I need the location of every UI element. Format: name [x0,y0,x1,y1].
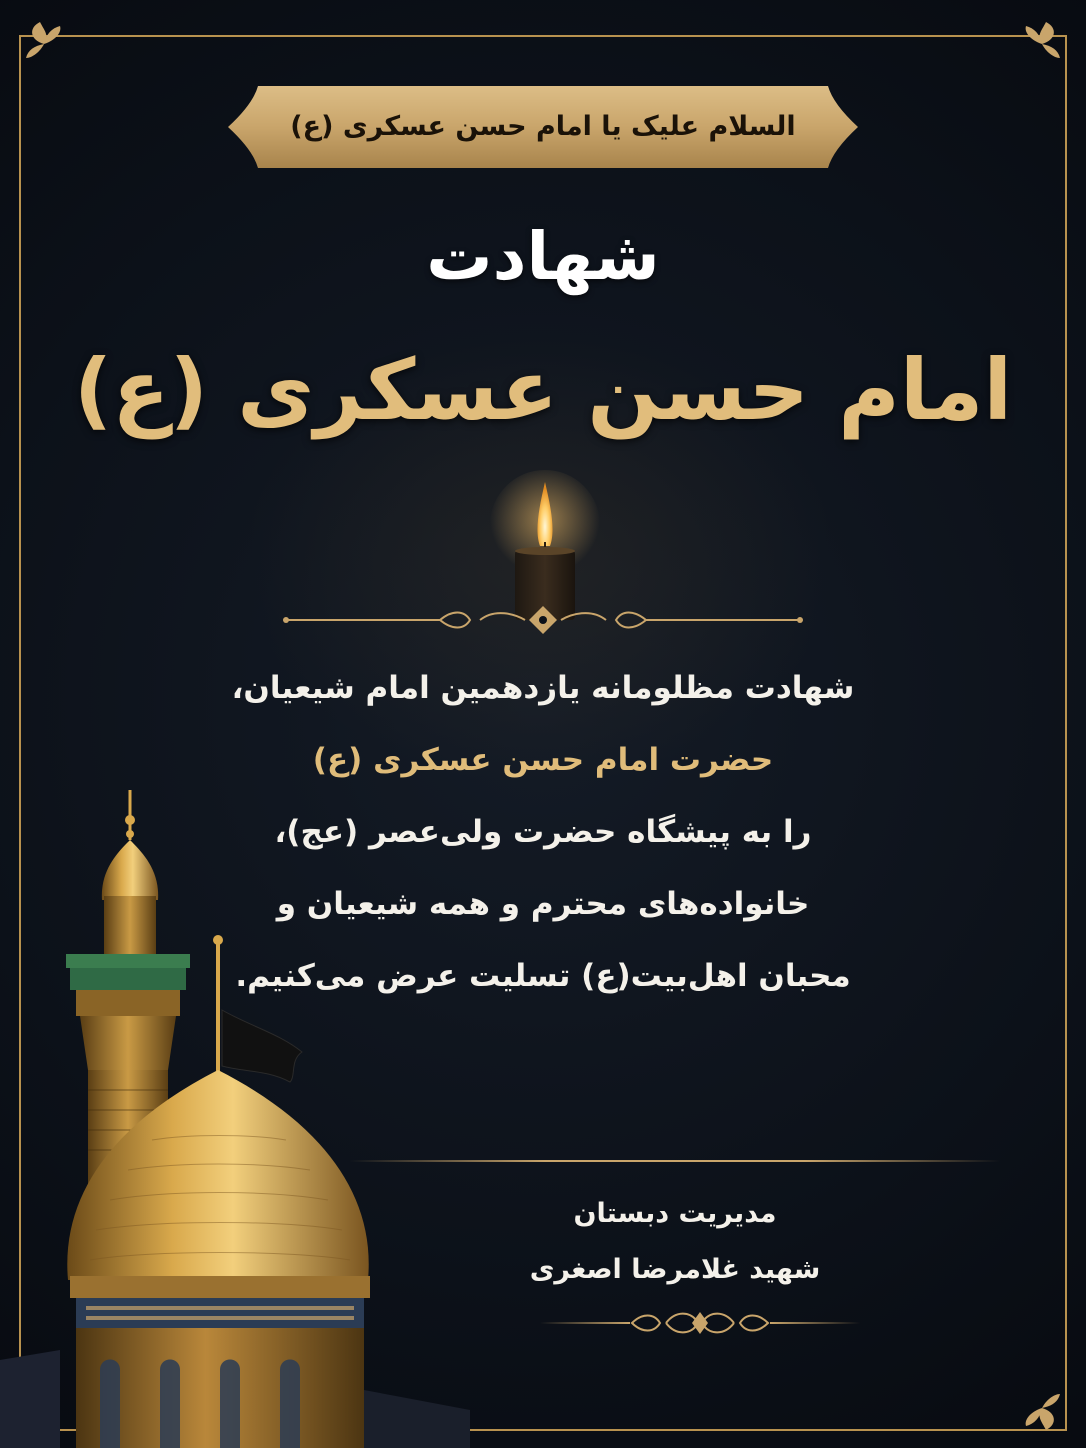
corner-ornament-top-right [1026,22,1060,58]
signature-line-1: مدیریت دبستان [573,1198,777,1229]
message-line-3: را به پیشگاه حضرت ولی‌عصر (عج)، [274,814,812,850]
footer-ornament [540,1300,860,1346]
signature-line-2: شهید غلامرضا اصغری [529,1254,821,1285]
message-line-2: حضرت امام حسن عسکری (ع) [312,742,774,778]
salutation-banner [228,86,858,168]
message-line-4: خانواده‌های محترم و همه شیعیان و [276,886,810,922]
corner-ornament-top-left [26,22,60,58]
ornamental-divider [280,598,806,642]
black-flag [213,935,302,1090]
banner-text: السلام علیک یا امام حسن عسکری (ع) [290,111,796,142]
golden-dome-shrine [0,790,470,1448]
main-title-martyrdom: شهادت [426,218,660,295]
corner-ornament-bottom-right [1026,1394,1060,1430]
message-line-5: محبان اهل‌بیت(ع) تسلیت عرض می‌کنیم. [235,958,851,994]
main-title-imam-name: امام حسن عسکری (ع) [73,341,1013,439]
message-line-1: شهادت مظلومانه یازدهمین امام شیعیان، [231,670,855,706]
signature-block [480,1186,870,1298]
